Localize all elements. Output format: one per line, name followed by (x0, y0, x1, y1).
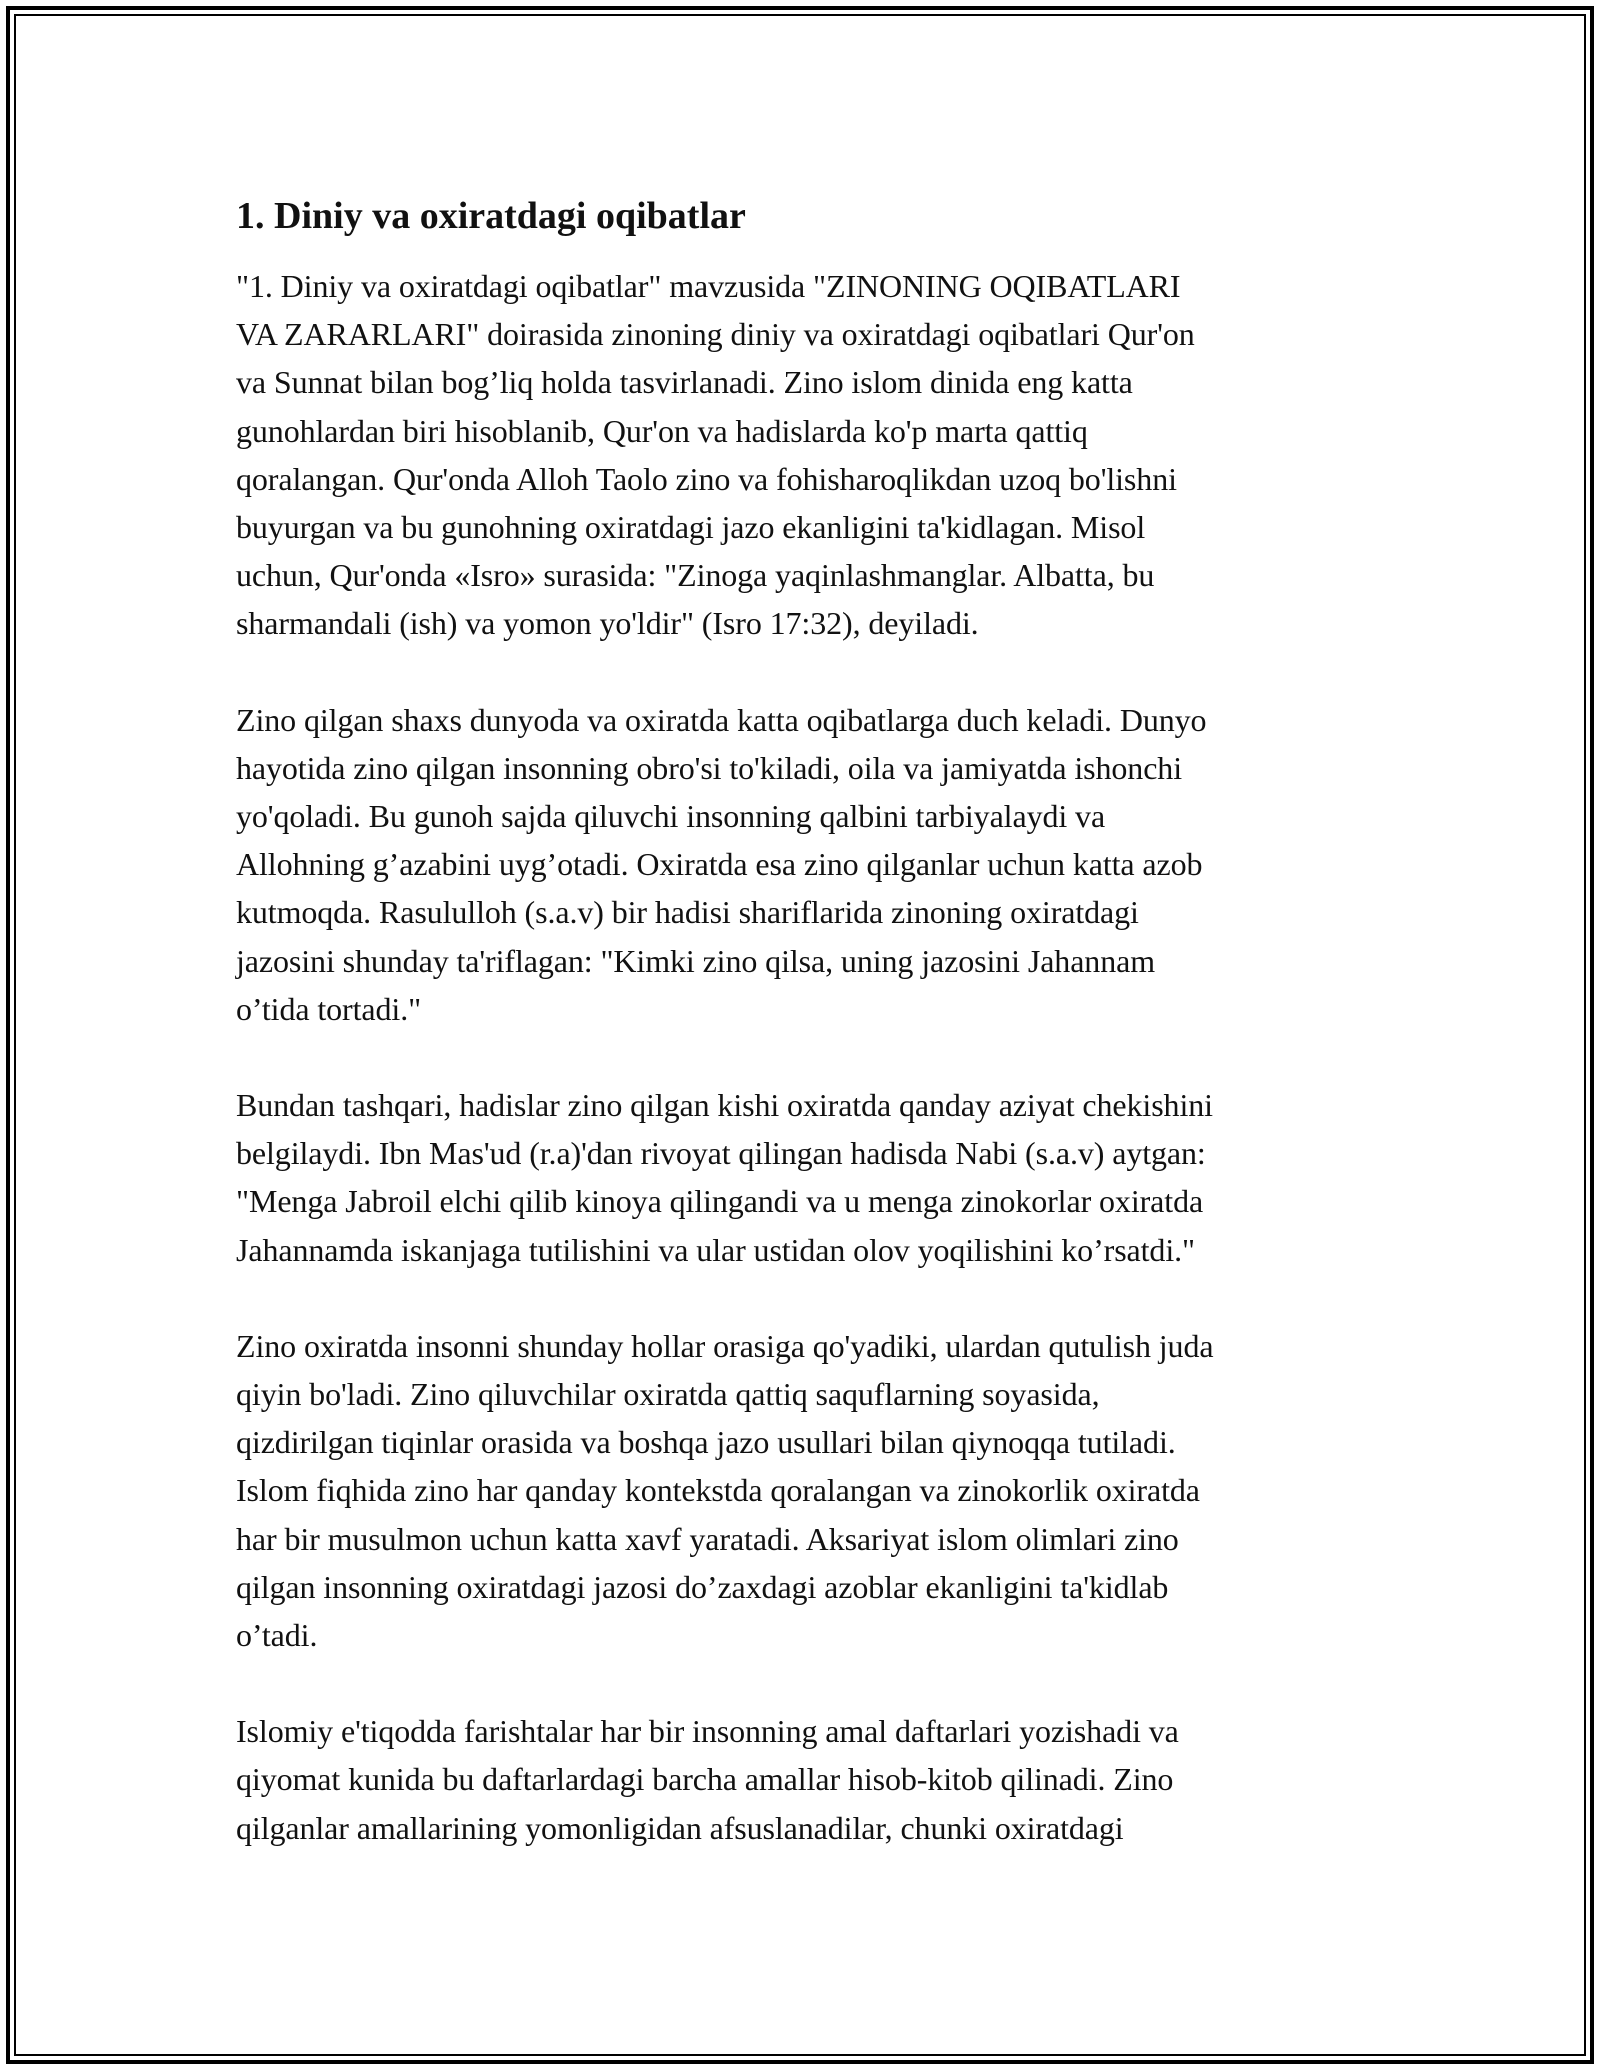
text-line: o’tadi. (236, 1617, 318, 1654)
text-line: kutmoqda. Rasululloh (s.a.v) bir hadisi shariflarida zinoning oxiratdagi (236, 894, 1139, 931)
text-line: har bir musulmon uchun katta xavf yaratadi. Aksariyat islom olimlari zino (236, 1520, 1179, 1557)
text-line: va Sunnat bilan bog’liq holda tasvirlanadi. Zino islom dinida eng katta (236, 364, 1133, 401)
text-line: buyurgan va bu gunohning oxiratdagi jazo ekanligini ta'kidlagan. Misol (236, 509, 1146, 546)
text-line: qilgan insonning oxiratdagi jazosi do’zaxdagi azoblar ekanligini ta'kidlab (236, 1568, 1169, 1605)
text-line: "1. Diniy va oxiratdagi oqibatlar" mavzusida "ZINONING OQIBATLARI (236, 268, 1181, 304)
text-line: qiyomat kunida bu daftarlardagi barcha amallar hisob-kitob qilinadi. Zino (236, 1761, 1174, 1798)
section-heading: 1. Diniy va oxiratdagi oqibatlar (236, 195, 746, 237)
text-line: Islom fiqhida zino har qanday kontekstda qoralangan va zinokorlik oxiratda (236, 1472, 1200, 1509)
text-line: sharmandali (ish) va yomon yo'ldir" (Isro 17:32), deyiladi. (236, 605, 979, 642)
paragraph-2 (236, 696, 1376, 1033)
text-line: Allohning g’azabini uyg’otadi. Oxiratda esa zino qilganlar uchun katta azob (236, 846, 1203, 883)
text-line: Jahannamda iskanjaga tutilishini va ular ustidan olov yoqilishini ko’rsatdi." (236, 1231, 1195, 1268)
text-line: "Menga Jabroil elchi qilib kinoya qilingandi va u menga zinokorlar oxiratda (236, 1183, 1204, 1220)
document-body (236, 188, 1376, 1900)
text-line: VA ZARARLARI" doirasida zinoning diniy va oxiratdagi oqibatlari Qur'on (236, 316, 1195, 353)
text-line: jazosini shunday ta'riflagan: "Kimki zino qilsa, uning jazosini Jahannam (236, 942, 1155, 979)
text-line: qizdirilgan tiqinlar orasida va boshqa jazo usullari bilan qiynoqqa tutiladi. (236, 1424, 1176, 1461)
text-line: belgilaydi. Ibn Mas'ud (r.a)'dan rivoyat qilingan hadisda Nabi (s.a.v) aytgan: (236, 1135, 1206, 1172)
text-line: Bundan tashqari, hadislar zino qilgan kishi oxiratda qanday aziyat chekishini (236, 1087, 1213, 1124)
text-line: Zino qilgan shaxs dunyoda va oxiratda katta oqibatlarga duch keladi. Dunyo (236, 701, 1207, 738)
text-line: qiyin bo'ladi. Zino qiluvchilar oxiratda qattiq saquflarning soyasida, (236, 1376, 1100, 1413)
text-line: uchun, Qur'onda «Isro» surasida: "Zinoga yaqinlashmanglar. Albatta, bu (236, 557, 1155, 594)
text-line: qilganlar amallarining yomonligidan afsuslanadilar, chunki oxiratdagi (236, 1809, 1124, 1846)
paragraph-1 (236, 262, 1376, 648)
paragraph-3 (236, 1081, 1376, 1274)
text-line: o’tida tortadi." (236, 990, 422, 1027)
text-line: yo'qoladi. Bu gunoh sajda qiluvchi insonning qalbini tarbiyalaydi va (236, 798, 1106, 835)
text-line: Zino oxiratda insonni shunday hollar orasiga qo'yadiki, ulardan qutulish juda (236, 1327, 1214, 1364)
text-line: gunohlardan biri hisoblanib, Qur'on va hadislarda ko'p marta qattiq (236, 412, 1088, 449)
paragraph-4 (236, 1322, 1376, 1659)
paragraph-5 (236, 1707, 1376, 1852)
text-line: hayotida zino qilgan insonning obro'si to'kiladi, oila va jamiyatda ishonchi (236, 749, 1182, 786)
text-line: Islomiy e'tiqodda farishtalar har bir insonning amal daftarlari yozishadi va (236, 1713, 1179, 1750)
text-line: qoralangan. Qur'onda Alloh Taolo zino va fohisharoqlikdan uzoq bo'lishni (236, 460, 1177, 497)
